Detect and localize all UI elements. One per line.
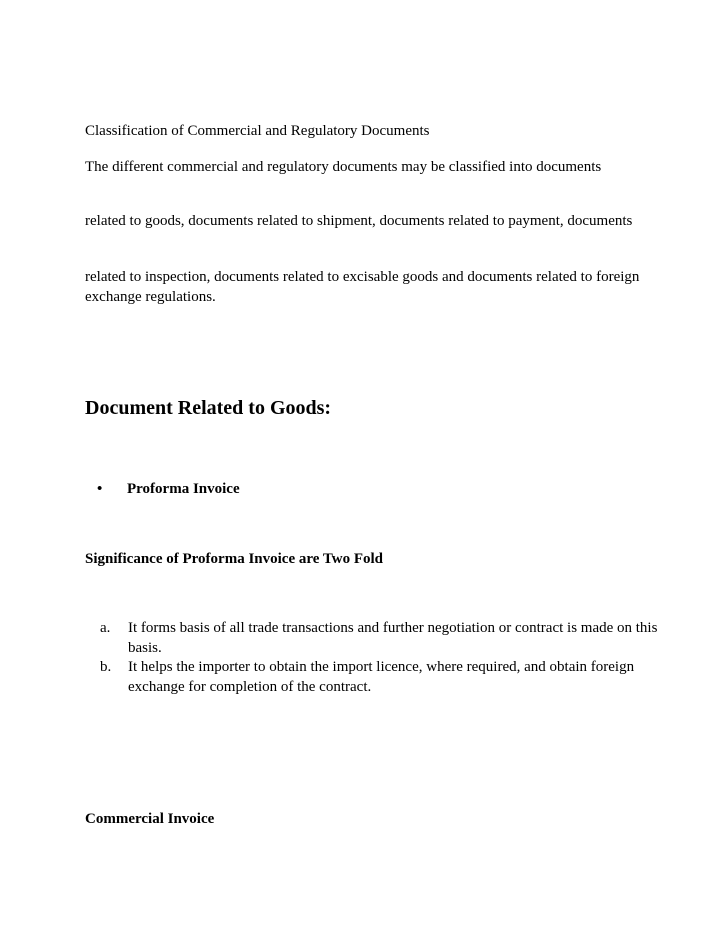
- list-marker: a.: [100, 620, 111, 636]
- intro-title: Classification of Commercial and Regulatory Documents: [85, 123, 430, 139]
- significance-heading: Significance of Proforma Invoice are Two Fold: [85, 551, 384, 567]
- list-item-text: It helps the importer to obtain the import licence, where required, and obtain foreign exchange for completion of the contract.: [128, 659, 635, 695]
- intro-paragraph-1: The different commercial and regulatory documents may be classified into documents: [85, 159, 602, 175]
- bullet-item-label: Proforma Invoice: [127, 481, 240, 497]
- list-item-text: It forms basis of all trade transactions and further negotiation or contract is made on this basis.: [128, 620, 658, 656]
- list-marker: b.: [100, 659, 112, 675]
- commercial-invoice-heading: Commercial Invoice: [85, 811, 215, 827]
- intro-paragraph-3: related to inspection, documents related to excisable goods and documents related to foreign exchange regulations.: [85, 269, 640, 305]
- section-heading: Document Related to Goods:: [85, 397, 332, 419]
- intro-paragraph-2: related to goods, documents related to shipment, documents related to payment, documents: [85, 213, 633, 229]
- bullet-icon: •: [97, 481, 103, 497]
